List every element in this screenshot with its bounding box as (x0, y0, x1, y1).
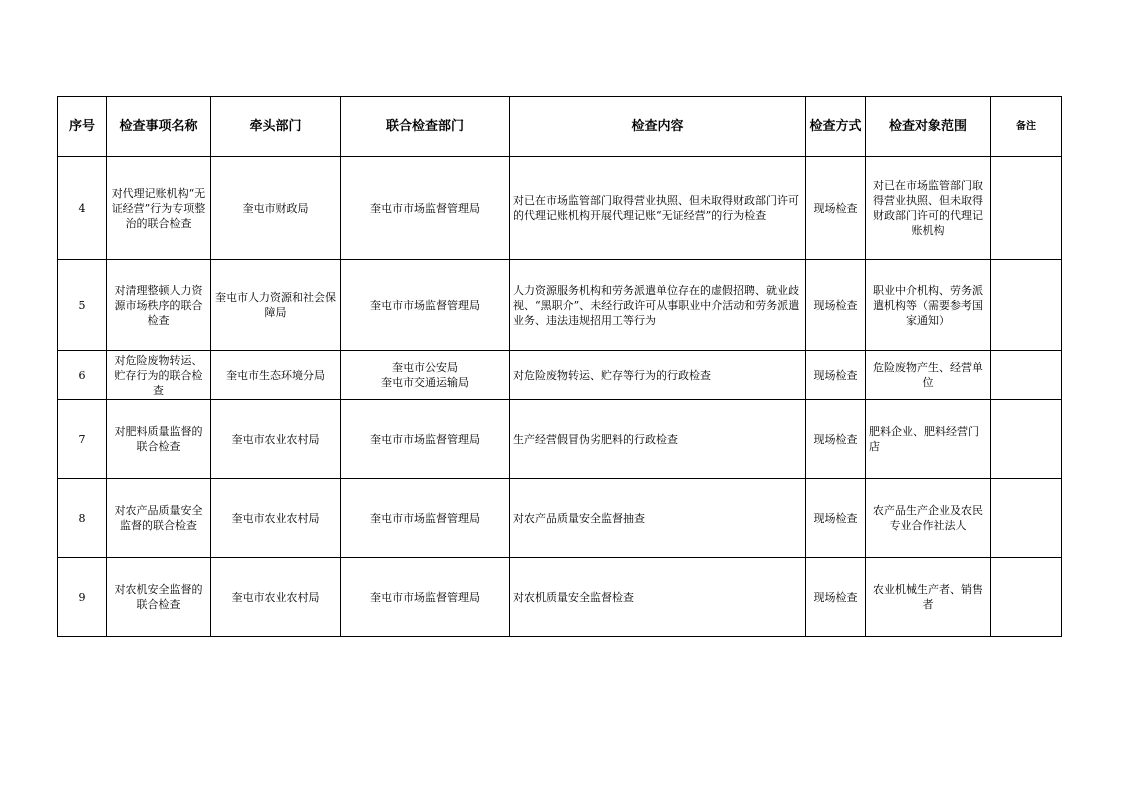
cell-no: 5 (58, 260, 107, 351)
cell-joint-dept (341, 260, 510, 351)
joint-dept-line: 奎屯市交通运输局 (381, 376, 469, 389)
cell-scope: 农产品生产企业及农民专业合作社法人 (866, 479, 991, 558)
table-row (58, 351, 1062, 400)
cell-joint-dept (341, 400, 510, 479)
cell-lead-dept: 奎屯市生态环境分局 (211, 351, 341, 400)
inspection-table (57, 96, 1062, 637)
header-no: 序号 (58, 97, 107, 157)
cell-joint-dept (341, 558, 510, 637)
joint-dept-line: 奎屯市市场监督管理局 (370, 298, 480, 312)
cell-content: 生产经营假冒伪劣肥料的行政检查 (510, 400, 806, 479)
cell-method: 现场检查 (806, 479, 866, 558)
cell-lead-dept: 奎屯市农业农村局 (211, 479, 341, 558)
cell-remark (991, 479, 1062, 558)
cell-item-name: 对农机安全监督的联合检查 (107, 558, 211, 637)
joint-dept-line: 奎屯市市场监督管理局 (370, 201, 480, 215)
joint-dept-line: 奎屯市市场监督管理局 (370, 511, 480, 525)
cell-method: 现场检查 (806, 157, 866, 260)
cell-remark (991, 157, 1062, 260)
cell-content: 对已在市场监管部门取得营业执照、但未取得财政部门许可的代理记账机构开展代理记账“无证经营”的行为检查 (510, 157, 806, 260)
cell-remark (991, 351, 1062, 400)
joint-dept-line: 奎屯市市场监督管理局 (370, 432, 480, 446)
cell-scope: 肥料企业、肥料经营门店 (866, 400, 991, 479)
cell-scope: 危险废物产生、经营单位 (866, 351, 991, 400)
table-row (58, 260, 1062, 351)
table-row (58, 479, 1062, 558)
table-row (58, 558, 1062, 637)
cell-no: 6 (58, 351, 107, 400)
cell-content: 对农机质量安全监督检查 (510, 558, 806, 637)
cell-no: 7 (58, 400, 107, 479)
cell-item-name: 对危险废物转运、贮存行为的联合检查 (107, 351, 211, 400)
cell-content: 对农产品质量安全监督抽查 (510, 479, 806, 558)
cell-method: 现场检查 (806, 400, 866, 479)
cell-joint-dept (341, 479, 510, 558)
cell-no: 8 (58, 479, 107, 558)
cell-item-name: 对代理记账机构“无证经营”行为专项整治的联合检查 (107, 157, 211, 260)
cell-lead-dept: 奎屯市人力资源和社会保障局 (211, 260, 341, 351)
cell-item-name: 对肥料质量监督的联合检查 (107, 400, 211, 479)
cell-joint-dept (341, 351, 510, 400)
cell-scope: 农业机械生产者、销售者 (866, 558, 991, 637)
cell-lead-dept: 奎屯市农业农村局 (211, 558, 341, 637)
header-joint-dept: 联合检查部门 (341, 97, 510, 157)
header-row (58, 97, 1062, 157)
cell-item-name: 对清理整顿人力资源市场秩序的联合检查 (107, 260, 211, 351)
cell-method: 现场检查 (806, 351, 866, 400)
joint-dept-line: 奎屯市市场监督管理局 (370, 590, 480, 604)
header-lead-dept: 牵头部门 (211, 97, 341, 157)
joint-dept-line: 奎屯市公安局 (392, 361, 458, 374)
table-row (58, 157, 1062, 260)
header-scope: 检查对象范围 (866, 97, 991, 157)
cell-content: 对危险废物转运、贮存等行为的行政检查 (510, 351, 806, 400)
cell-lead-dept: 奎屯市农业农村局 (211, 400, 341, 479)
header-content: 检查内容 (510, 97, 806, 157)
cell-content: 人力资源服务机构和劳务派遣单位存在的虚假招聘、就业歧视、“黑职介”、未经行政许可从事职业中介活动和劳务派遣业务、违法违规招用工等行为 (510, 260, 806, 351)
cell-remark (991, 400, 1062, 479)
header-remark: 备注 (991, 97, 1062, 157)
cell-joint-dept (341, 157, 510, 260)
cell-scope: 对已在市场监管部门取得营业执照、但未取得财政部门许可的代理记账机构 (866, 157, 991, 260)
cell-remark (991, 260, 1062, 351)
cell-remark (991, 558, 1062, 637)
header-item-name: 检查事项名称 (107, 97, 211, 157)
cell-no: 4 (58, 157, 107, 260)
cell-item-name: 对农产品质量安全监督的联合检查 (107, 479, 211, 558)
cell-method: 现场检查 (806, 260, 866, 351)
header-method: 检查方式 (806, 97, 866, 157)
cell-no: 9 (58, 558, 107, 637)
cell-method: 现场检查 (806, 558, 866, 637)
table-row (58, 400, 1062, 479)
cell-scope: 职业中介机构、劳务派遣机构等（需要参考国家通知） (866, 260, 991, 351)
cell-lead-dept: 奎屯市财政局 (211, 157, 341, 260)
